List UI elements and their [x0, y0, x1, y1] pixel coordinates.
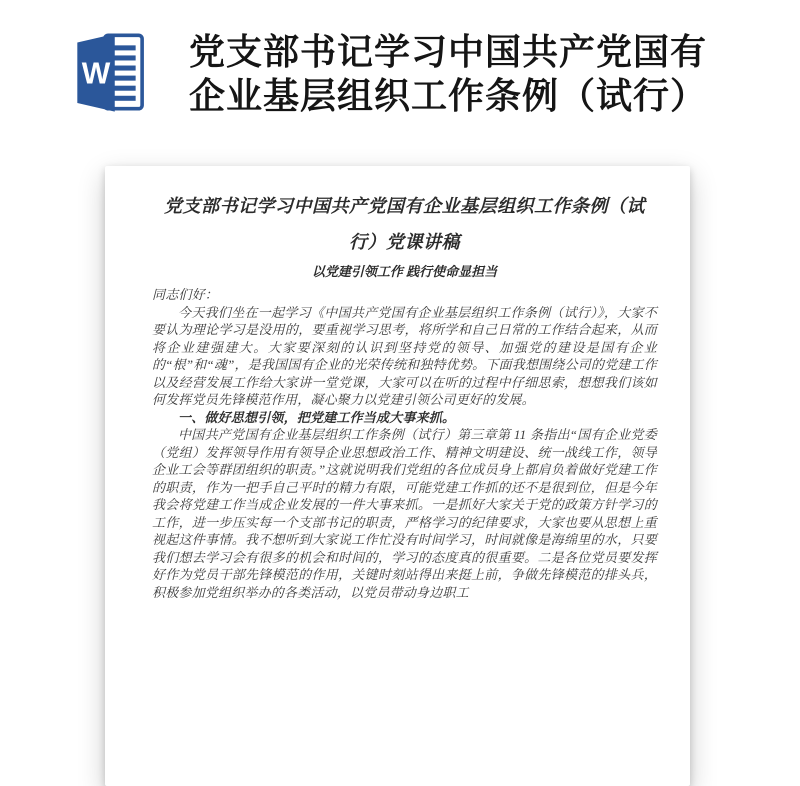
- paragraph-section-1: 中国共产党国有企业基层组织工作条例（试行）第三章第 11 条指出“国有企业党委（党组）发挥领导作用有领导企业思想政治工作、精神文明建设、统一战线工作，领导企业工会等群团组织的职责。”这就说明我们党组的各位成员身上都肩负着做好党建工作的职责，作为一把手自己平时的精力有限，可能党建工作抓的还不是很到位，但是今年我会将党建工作当成企业发展的一件大事来抓。一是抓好大家关于党的政策方针学习的工作，进一步压实每一个支部书记的职责，严格学习的纪律要求，大家也要从思想上重视起这件事情。我不想听到大家说工作忙没有时间学习，时间就像是海绵里的水，只要我们想去学习会有很多的机会和时间的，学习的态度真的很重要。二是各位党员要发挥好作为党员干部先锋模范的作用，关键时刻站得出来挺上前，争做先锋模范的排头兵，积极参加党组织举办的各类活动，以党员带动身边职工: [152, 427, 657, 600]
- document-title-line2: 行）党课讲稿: [349, 232, 460, 252]
- document-body: [152, 286, 657, 601]
- page-title-line1: 党支部书记学习中国共产党国有: [189, 31, 708, 72]
- document-title-line1: 党支部书记学习中国共产党国有企业基层组织工作条例（试: [164, 196, 645, 216]
- header: [0, 0, 800, 140]
- section-heading-1: 一、做好思想引领，把党建工作当成大事来抓。: [178, 409, 456, 425]
- document-page[interactable]: [105, 166, 690, 786]
- page-title: [189, 30, 749, 118]
- svg-text:W: W: [81, 57, 111, 91]
- document-subtitle: 以党建引领工作 践行使命显担当: [311, 264, 498, 279]
- paragraph-intro: 今天我们坐在一起学习《中国共产党国有企业基层组织工作条例（试行）》，大家不要认为理论学习是没用的，要重视学习思考，将所学和自己日常的工作结合起来，从而将企业建强建大。大家要深刻的认识到坚持党的领导、加强党的建设是国有企业的“根”和“魂”，是我国国有企业的光荣传统和独特优势。下面我想围绕公司的党建工作以及经营发展工作给大家讲一堂党课，大家可以在听的过程中仔细思索，想想我们该如何发挥党员先锋模范作用，凝心聚力以党建引领公司更好的发展。: [152, 304, 657, 407]
- page-title-line2: 企业基层组织工作条例（试行）: [189, 75, 708, 116]
- word-icon: [73, 28, 145, 116]
- document-title: [152, 188, 657, 260]
- greeting-line: 同志们好：: [152, 287, 219, 302]
